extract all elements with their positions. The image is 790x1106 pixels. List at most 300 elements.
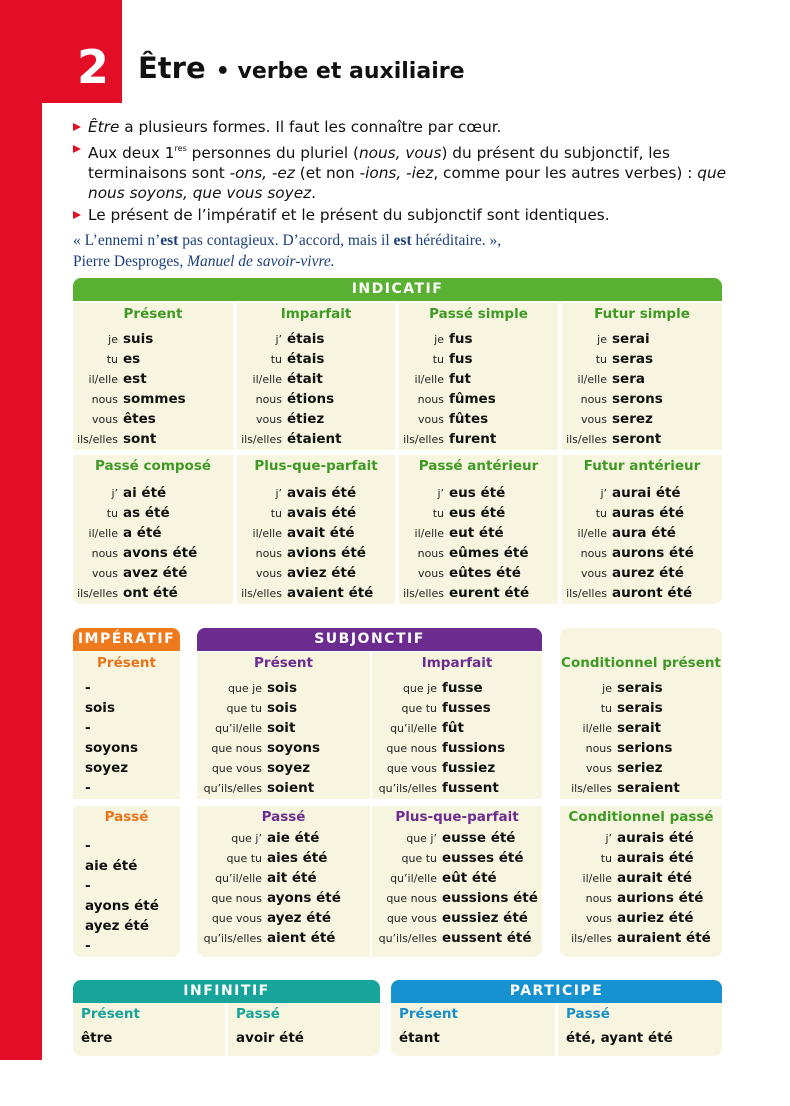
verb-form: eussions été bbox=[442, 890, 538, 906]
conjugation-row bbox=[560, 700, 722, 720]
pronoun: vous bbox=[256, 567, 282, 580]
form-rows bbox=[197, 830, 370, 950]
verb-form: eurent été bbox=[449, 585, 530, 601]
verb-form: avions été bbox=[287, 545, 366, 561]
verb-form: êtes bbox=[123, 411, 156, 427]
verb-form: aura été bbox=[612, 525, 676, 541]
conjugation-row bbox=[73, 331, 233, 351]
infinitif-header: INFINITIF bbox=[73, 980, 380, 1003]
pronoun: ils/elles bbox=[241, 433, 282, 446]
conjugation-row bbox=[399, 411, 558, 431]
conjugation-row bbox=[197, 910, 370, 930]
verb-form: eusse été bbox=[442, 830, 516, 846]
form-rows bbox=[399, 331, 558, 451]
verb-form: serions bbox=[617, 740, 673, 756]
pronoun: qu’il/elle bbox=[215, 722, 262, 735]
tense-name: Présent bbox=[399, 1006, 458, 1022]
verb-form: avais été bbox=[287, 505, 357, 521]
tense-name: Passé bbox=[104, 809, 149, 825]
tense-name: Présent bbox=[123, 306, 183, 322]
conjugation-row bbox=[73, 525, 233, 545]
conjugation-row bbox=[73, 898, 180, 918]
verb-form: sois bbox=[267, 700, 297, 716]
pronoun: tu bbox=[432, 507, 444, 520]
verb-form: soit bbox=[267, 720, 296, 736]
pronoun: nous bbox=[255, 547, 282, 560]
verb-form: eûtes été bbox=[449, 565, 521, 581]
conjugation-row bbox=[562, 431, 722, 451]
pronoun: qu’ils/elles bbox=[378, 932, 437, 945]
conjugation-row bbox=[73, 838, 180, 858]
indicatif-tense bbox=[562, 303, 722, 450]
conjugation-row bbox=[562, 565, 722, 585]
form-rows bbox=[73, 838, 180, 958]
verb-form: fût bbox=[442, 720, 464, 736]
nonfinite-tense bbox=[391, 1003, 555, 1056]
pronoun: vous bbox=[586, 912, 612, 925]
tense-name: Plus-que-parfait bbox=[254, 458, 378, 474]
conjugation-row bbox=[73, 740, 180, 760]
pronoun: il/elle bbox=[414, 527, 444, 540]
form-rows bbox=[73, 331, 233, 451]
verb-form: auras été bbox=[612, 505, 684, 521]
verb-form: ai été bbox=[123, 485, 167, 501]
conjugation-row bbox=[562, 371, 722, 391]
conjugation-row bbox=[399, 331, 558, 351]
conjugation-row bbox=[372, 930, 542, 950]
pronoun: qu’ils/elles bbox=[203, 932, 262, 945]
pronoun: qu’ils/elles bbox=[378, 782, 437, 795]
verb-form: étant bbox=[399, 1030, 440, 1046]
verb-form: serai bbox=[612, 331, 650, 347]
verb-form: aie été bbox=[85, 858, 138, 874]
verb-form: - bbox=[85, 720, 91, 736]
verb-form: eus été bbox=[449, 505, 506, 521]
conjugation-row bbox=[237, 431, 395, 451]
indicatif-tense bbox=[73, 303, 233, 450]
pronoun: il/elle bbox=[414, 373, 444, 386]
pronoun: tu bbox=[595, 507, 607, 520]
pronoun: nous bbox=[585, 892, 612, 905]
quotation bbox=[73, 230, 733, 272]
pronoun: tu bbox=[600, 702, 612, 715]
verb-form: avez été bbox=[123, 565, 188, 581]
conjugation-row bbox=[560, 830, 722, 850]
tense-name: Passé bbox=[566, 1006, 610, 1022]
conjugation-row bbox=[197, 740, 370, 760]
pronoun: j’ bbox=[605, 832, 612, 845]
conjugation-row bbox=[73, 585, 233, 605]
form-rows bbox=[372, 830, 542, 950]
conjugation-row bbox=[399, 371, 558, 391]
verb-form: soient bbox=[267, 780, 315, 796]
tense-name: Conditionnel passé bbox=[568, 809, 714, 825]
pronoun: je bbox=[434, 333, 444, 346]
indicatif-header: INDICATIF bbox=[73, 278, 722, 301]
pronoun: vous bbox=[92, 567, 118, 580]
participe-header: PARTICIPE bbox=[391, 980, 722, 1003]
verb-form: suis bbox=[123, 331, 154, 347]
conjugation-row bbox=[197, 930, 370, 950]
conjugation-row bbox=[562, 391, 722, 411]
conjugation-row bbox=[237, 565, 395, 585]
verb-form: fussions bbox=[442, 740, 506, 756]
conjugation-row bbox=[372, 780, 542, 800]
verb-form: fusse bbox=[442, 680, 483, 696]
pronoun: j’ bbox=[437, 487, 444, 500]
form-rows bbox=[560, 680, 722, 800]
pronoun: tu bbox=[270, 353, 282, 366]
verb-form: serez bbox=[612, 411, 653, 427]
conjugation-row bbox=[562, 585, 722, 605]
pronoun: nous bbox=[580, 393, 607, 406]
conjugation-row bbox=[73, 918, 180, 938]
pronoun: vous bbox=[586, 762, 612, 775]
tense-name: Présent bbox=[97, 655, 156, 671]
pronoun: ils/elles bbox=[566, 587, 607, 600]
conjugation-row bbox=[560, 910, 722, 930]
pronoun: que vous bbox=[211, 912, 262, 925]
conjugation-row bbox=[237, 331, 395, 351]
tense-name: Présent bbox=[81, 1006, 140, 1022]
subjonctif-tense bbox=[372, 652, 542, 799]
conjugation-row bbox=[399, 351, 558, 371]
conjugation-row bbox=[560, 740, 722, 760]
verb-form: fûtes bbox=[449, 411, 489, 427]
verb-form: seront bbox=[612, 431, 662, 447]
tense-name: Passé simple bbox=[429, 306, 528, 322]
verb-form: eûmes été bbox=[449, 545, 529, 561]
rule-2: Aux deux 1res personnes du pluriel (nous, vous) du présent du subjonctif, les terminaisons sont -ons, -ez (et non -ions, -iez, comme pour les autres verbes) : que nous soyons, que vous soyez. bbox=[73, 139, 733, 203]
pronoun: il/elle bbox=[88, 373, 118, 386]
pronoun: qu’ils/elles bbox=[203, 782, 262, 795]
pronoun: que nous bbox=[211, 892, 262, 905]
pronoun: que tu bbox=[401, 702, 437, 715]
page-title bbox=[138, 51, 465, 85]
conjugation-row bbox=[372, 890, 542, 910]
pronoun: que j’ bbox=[231, 832, 262, 845]
verb-form: a été bbox=[123, 525, 162, 541]
conjugation-row bbox=[560, 930, 722, 950]
conjugation-row bbox=[197, 720, 370, 740]
form-rows bbox=[73, 680, 180, 800]
conjugation-row bbox=[399, 485, 558, 505]
pronoun: que j’ bbox=[406, 832, 437, 845]
pronoun: que nous bbox=[386, 742, 437, 755]
conjugation-row bbox=[73, 700, 180, 720]
verb-form: aurez été bbox=[612, 565, 684, 581]
pronoun: nous bbox=[585, 742, 612, 755]
conjugation-row bbox=[562, 485, 722, 505]
tense-name: Plus-que-parfait bbox=[395, 809, 519, 825]
pronoun: nous bbox=[255, 393, 282, 406]
left-red-bar bbox=[0, 0, 42, 1060]
subjonctif-tense bbox=[372, 806, 542, 957]
verb-form: ont été bbox=[123, 585, 178, 601]
verb-form: seraient bbox=[617, 780, 680, 796]
quote-text: « L’ennemi n’est pas contagieux. D’accord, mais il est héréditaire. », bbox=[73, 232, 502, 249]
verb-form: étaient bbox=[287, 431, 342, 447]
conjugation-row bbox=[197, 830, 370, 850]
imperatif-tense bbox=[73, 806, 180, 957]
conjugation-row bbox=[237, 585, 395, 605]
verb-form: aie été bbox=[267, 830, 320, 846]
conjugation-row bbox=[372, 850, 542, 870]
pronoun: nous bbox=[91, 547, 118, 560]
verb-form: sois bbox=[85, 700, 115, 716]
pronoun: que je bbox=[402, 682, 437, 695]
pronoun: ils/elles bbox=[566, 433, 607, 446]
conjugation-row bbox=[562, 505, 722, 525]
conjugation-row bbox=[372, 760, 542, 780]
verb-form: fus bbox=[449, 331, 473, 347]
verb-form: eusses été bbox=[442, 850, 524, 866]
tense-name: Passé composé bbox=[94, 458, 212, 474]
verb-form: auriez été bbox=[617, 910, 694, 926]
pronoun: vous bbox=[418, 413, 444, 426]
conjugation-row bbox=[73, 545, 233, 565]
nonfinite-tense bbox=[558, 1003, 722, 1056]
conjugation-row bbox=[399, 545, 558, 565]
conjugation-row bbox=[372, 720, 542, 740]
tense-name: Passé bbox=[261, 809, 306, 825]
conjugation-row bbox=[237, 485, 395, 505]
conjugation-row bbox=[73, 431, 233, 451]
tense-name: Présent bbox=[254, 655, 313, 671]
verb-form: serais bbox=[617, 700, 663, 716]
verb-form: sois bbox=[267, 680, 297, 696]
conjugation-row bbox=[197, 850, 370, 870]
conjugation-row bbox=[237, 525, 395, 545]
verb-form: avait été bbox=[287, 525, 355, 541]
conjugation-row bbox=[560, 760, 722, 780]
pronoun: ils/elles bbox=[403, 587, 444, 600]
pronoun: vous bbox=[92, 413, 118, 426]
verb-form: fussent bbox=[442, 780, 499, 796]
conjugation-row bbox=[197, 780, 370, 800]
pronoun: que nous bbox=[211, 742, 262, 755]
verb-form: fus bbox=[449, 351, 473, 367]
nonfinite-tense bbox=[228, 1003, 380, 1056]
verb-form: serons bbox=[612, 391, 663, 407]
subjonctif-tense bbox=[197, 652, 370, 799]
conjugation-row bbox=[73, 411, 233, 431]
verb-form: auront été bbox=[612, 585, 693, 601]
conjugation-row bbox=[372, 700, 542, 720]
title-subtitle: • verbe et auxiliaire bbox=[215, 59, 465, 84]
tense-name: Passé antérieur bbox=[418, 458, 539, 474]
pronoun: qu’il/elle bbox=[390, 722, 437, 735]
subjonctif-tense bbox=[197, 806, 370, 957]
conditionnel-tense bbox=[560, 806, 722, 957]
pronoun: il/elle bbox=[582, 722, 612, 735]
verb-form: seras bbox=[612, 351, 653, 367]
verb-form: auraient été bbox=[617, 930, 711, 946]
conjugation-row bbox=[197, 760, 370, 780]
conjugation-row bbox=[197, 870, 370, 890]
indicatif-tense bbox=[73, 455, 233, 604]
pronoun: qu’il/elle bbox=[390, 872, 437, 885]
conjugation-row bbox=[372, 830, 542, 850]
verb-form: fusses bbox=[442, 700, 491, 716]
verb-form: eus été bbox=[449, 485, 506, 501]
conjugation-row bbox=[562, 351, 722, 371]
conjugation-row bbox=[560, 850, 722, 870]
conjugation-row bbox=[73, 720, 180, 740]
conjugation-row bbox=[73, 938, 180, 958]
verb-form: eussent été bbox=[442, 930, 532, 946]
indicatif-tense bbox=[399, 303, 558, 450]
verb-form: étais bbox=[287, 351, 325, 367]
pronoun: tu bbox=[270, 507, 282, 520]
title-verb: Être bbox=[138, 51, 206, 85]
rules-list bbox=[73, 117, 733, 227]
pronoun: vous bbox=[418, 567, 444, 580]
subjonctif-header: SUBJONCTIF bbox=[197, 628, 542, 651]
verb-form: eussiez été bbox=[442, 910, 528, 926]
conjugation-row bbox=[560, 680, 722, 700]
conjugation-row bbox=[197, 890, 370, 910]
verb-form: aurons été bbox=[612, 545, 694, 561]
pronoun: ils/elles bbox=[571, 782, 612, 795]
tense-name: Passé bbox=[236, 1006, 280, 1022]
pronoun: nous bbox=[91, 393, 118, 406]
verb-form: eut été bbox=[449, 525, 504, 541]
verb-form: serais bbox=[617, 680, 663, 696]
conjugation-row bbox=[237, 391, 395, 411]
verb-form: aviez été bbox=[287, 565, 357, 581]
pronoun: que vous bbox=[386, 762, 437, 775]
conjugation-row bbox=[560, 780, 722, 800]
conjugation-row bbox=[237, 545, 395, 565]
pronoun: tu bbox=[106, 353, 118, 366]
verb-form: ayez été bbox=[85, 918, 149, 934]
nonfinite-tense bbox=[73, 1003, 225, 1056]
pronoun: nous bbox=[417, 547, 444, 560]
rule-3: Le présent de l’impératif et le présent du subjonctif sont identiques. bbox=[73, 205, 733, 225]
pronoun: j’ bbox=[111, 487, 118, 500]
pronoun: je bbox=[597, 333, 607, 346]
conjugation-row bbox=[562, 545, 722, 565]
conjugation-row bbox=[399, 391, 558, 411]
indicatif-tense bbox=[237, 303, 395, 450]
form-rows bbox=[237, 331, 395, 451]
pronoun: que nous bbox=[386, 892, 437, 905]
pronoun: ils/elles bbox=[77, 587, 118, 600]
verb-form: serait bbox=[617, 720, 662, 736]
verb-form: - bbox=[85, 878, 91, 894]
pronoun: j’ bbox=[275, 333, 282, 346]
conjugation-row bbox=[237, 411, 395, 431]
form-rows bbox=[372, 680, 542, 800]
conjugation-row bbox=[73, 371, 233, 391]
tense-name: Futur antérieur bbox=[583, 458, 701, 474]
pronoun: ils/elles bbox=[403, 433, 444, 446]
pronoun: qu’il/elle bbox=[215, 872, 262, 885]
pronoun: il/elle bbox=[252, 527, 282, 540]
verb-form: est bbox=[123, 371, 147, 387]
conjugation-row bbox=[399, 431, 558, 451]
conjugation-row bbox=[560, 870, 722, 890]
verb-form: aurais été bbox=[617, 850, 694, 866]
verb-form: fut bbox=[449, 371, 471, 387]
conjugation-row bbox=[562, 331, 722, 351]
verb-form: aurions été bbox=[617, 890, 704, 906]
verb-form: ayez été bbox=[267, 910, 331, 926]
conjugation-row bbox=[372, 740, 542, 760]
verb-form: as été bbox=[123, 505, 170, 521]
pronoun: tu bbox=[595, 353, 607, 366]
imperatif-header: IMPÉRATIF bbox=[73, 628, 180, 651]
pronoun: ils/elles bbox=[571, 932, 612, 945]
pronoun: j’ bbox=[275, 487, 282, 500]
conjugation-row bbox=[73, 680, 180, 700]
conjugation-row bbox=[237, 505, 395, 525]
pronoun: que je bbox=[227, 682, 262, 695]
pronoun: que tu bbox=[401, 852, 437, 865]
verb-form: avons été bbox=[123, 545, 198, 561]
pronoun: il/elle bbox=[577, 527, 607, 540]
pronoun: tu bbox=[600, 852, 612, 865]
verb-form: ayons été bbox=[85, 898, 159, 914]
form-rows bbox=[560, 830, 722, 950]
verb-form: sont bbox=[123, 431, 157, 447]
verb-form: avaient été bbox=[287, 585, 374, 601]
pronoun: il/elle bbox=[582, 872, 612, 885]
form-rows bbox=[73, 485, 233, 605]
verb-form: aies été bbox=[267, 850, 328, 866]
verb-form: avais été bbox=[287, 485, 357, 501]
verb-form: - bbox=[85, 780, 91, 796]
verb-form: ayons été bbox=[267, 890, 341, 906]
verb-form: étiez bbox=[287, 411, 325, 427]
pronoun: j’ bbox=[600, 487, 607, 500]
verb-form: soyons bbox=[85, 740, 139, 756]
conjugation-row bbox=[372, 870, 542, 890]
pronoun: que vous bbox=[386, 912, 437, 925]
verb-form: aurai été bbox=[612, 485, 681, 501]
conjugation-row bbox=[237, 351, 395, 371]
pronoun: tu bbox=[432, 353, 444, 366]
verb-form: es bbox=[123, 351, 141, 367]
pronoun: vous bbox=[581, 413, 607, 426]
verb-form: seriez bbox=[617, 760, 663, 776]
conjugation-row bbox=[197, 680, 370, 700]
verb-form: fûmes bbox=[449, 391, 496, 407]
verb-form: - bbox=[85, 938, 91, 954]
rule-1: Être a plusieurs formes. Il faut les connaître par cœur. bbox=[73, 117, 733, 137]
conjugation-row bbox=[560, 890, 722, 910]
verb-form: eût été bbox=[442, 870, 497, 886]
form-rows bbox=[562, 485, 722, 605]
verb-form: aient été bbox=[267, 930, 336, 946]
imperatif-tense bbox=[73, 652, 180, 799]
indicatif-tense bbox=[562, 455, 722, 604]
pronoun: ils/elles bbox=[77, 433, 118, 446]
quote-source: Pierre Desproges, Manuel de savoir-vivre. bbox=[73, 253, 335, 270]
conjugation-row bbox=[399, 565, 558, 585]
form-rows bbox=[562, 331, 722, 451]
pronoun: vous bbox=[581, 567, 607, 580]
verb-form: - bbox=[85, 680, 91, 696]
conjugation-row bbox=[197, 700, 370, 720]
verb-form: sommes bbox=[123, 391, 186, 407]
conjugation-row bbox=[73, 351, 233, 371]
verb-form: - bbox=[85, 838, 91, 854]
conjugation-row bbox=[399, 525, 558, 545]
conjugation-row bbox=[73, 760, 180, 780]
conjugation-row bbox=[399, 505, 558, 525]
